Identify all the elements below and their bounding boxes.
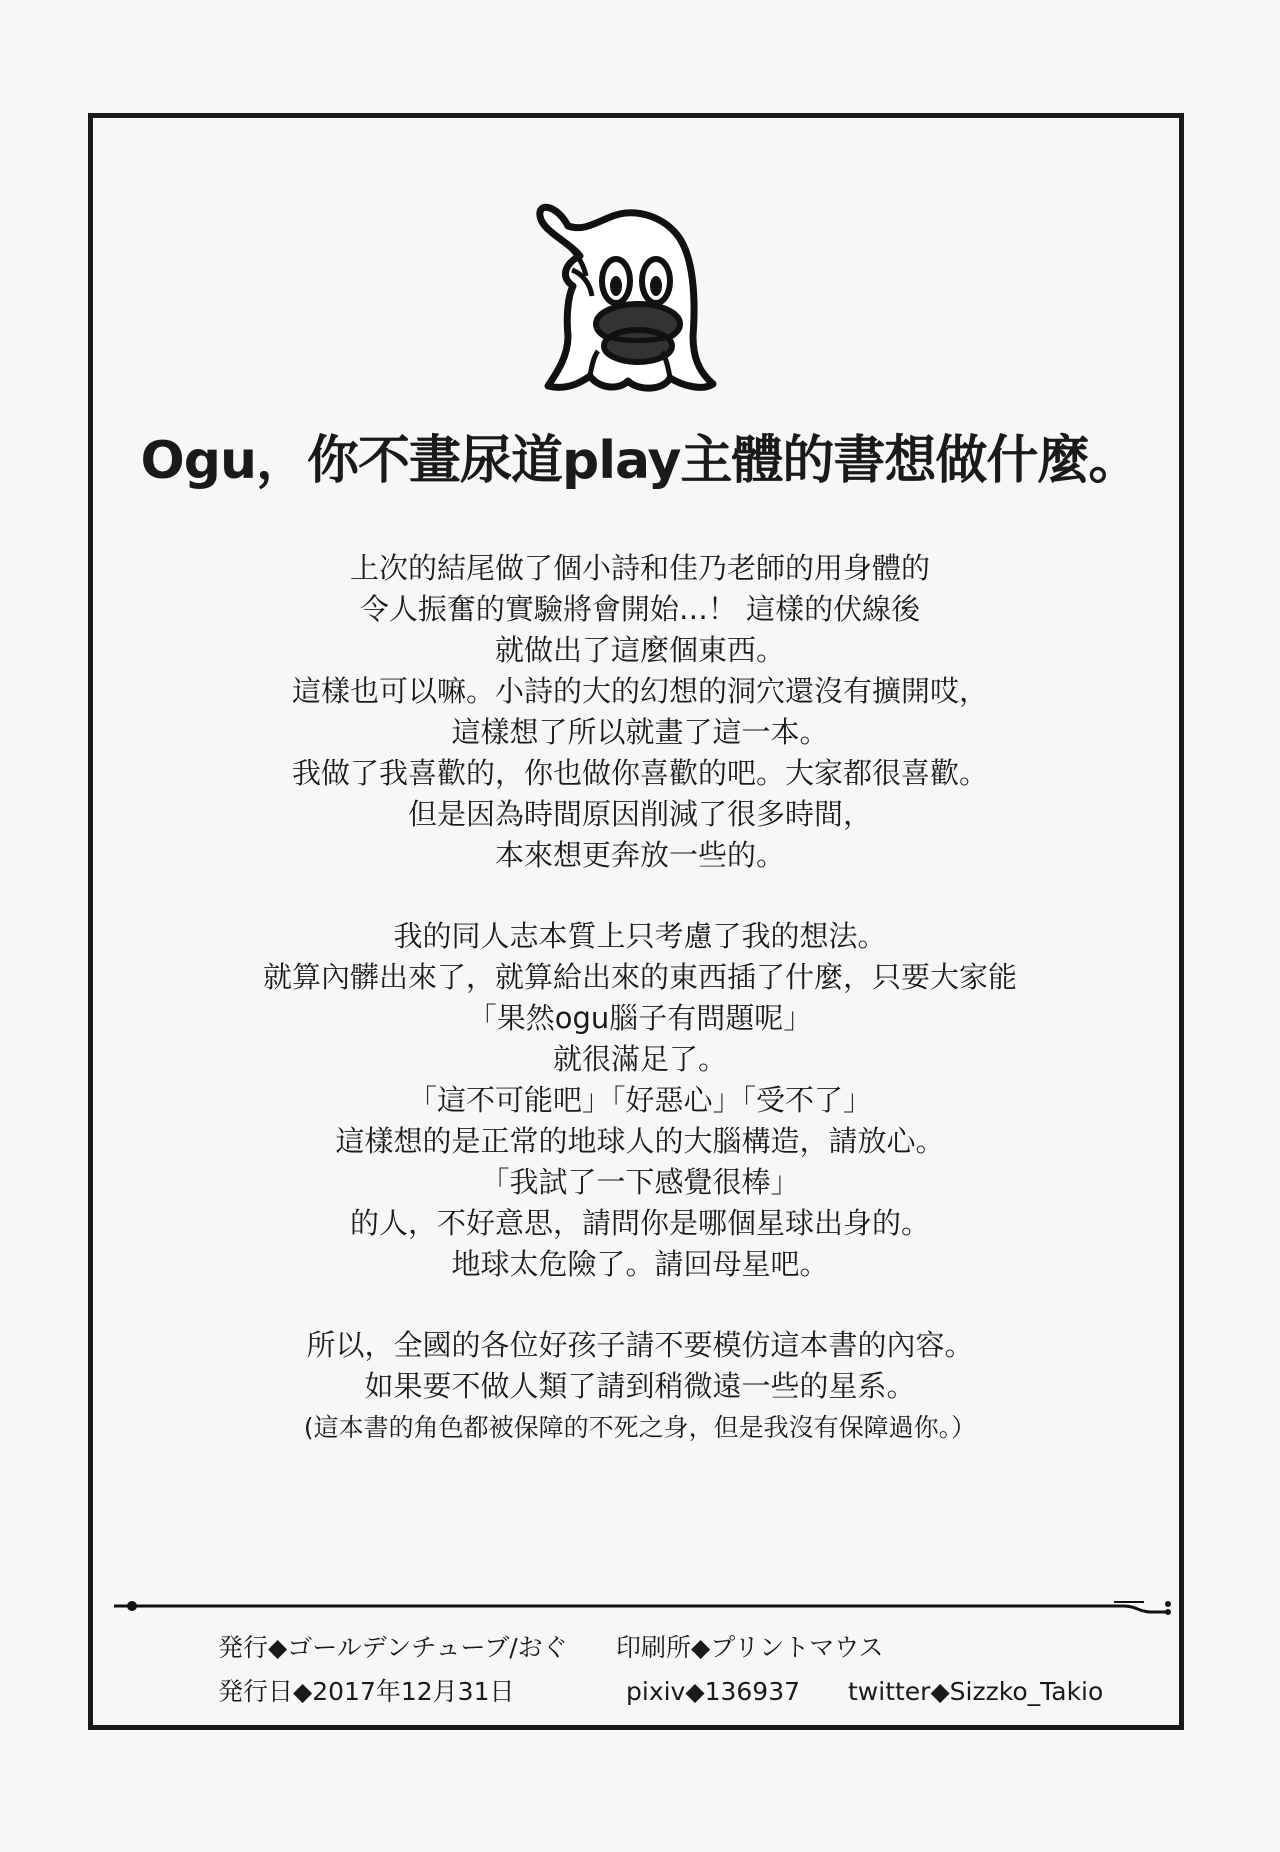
ornamental-divider bbox=[114, 1598, 1174, 1622]
colophon bbox=[218, 1626, 1148, 1714]
text-line: 如果要不做人類了請到稍微遠一些的星系。 bbox=[364, 1369, 916, 1403]
text-line: 我做了我喜歡的，你也做你喜歡的吧。大家都很喜歡。 bbox=[291, 756, 988, 790]
footnote: (這本書的角色都被保障的不死之身，但是我沒有保障過你。） bbox=[303, 1413, 977, 1442]
paragraph bbox=[150, 916, 1130, 1285]
ghost-duck-mascot-icon bbox=[528, 186, 728, 396]
afterword-body bbox=[150, 548, 1130, 1488]
text-line: 就算內髒出來了，就算給出來的東西插了什麼，只要大家能 bbox=[262, 960, 1017, 994]
twitter-handle: twitter◆Sizzko_Takio bbox=[848, 1677, 1104, 1706]
text-line: 令人振奮的實驗將會開始…！ 這樣的伏線後 bbox=[359, 592, 921, 626]
colophon-row bbox=[218, 1626, 1148, 1670]
text-line: 所以，全國的各位好孩子請不要模仿這本書的內容。 bbox=[306, 1328, 974, 1362]
text-line: 我的同人志本質上只考慮了我的想法。 bbox=[393, 919, 887, 953]
text-line: 這樣想的是正常的地球人的大腦構造，請放心。 bbox=[335, 1124, 945, 1158]
text-line: 「我試了一下感覺很棒」 bbox=[480, 1165, 800, 1199]
text-line: 本來想更奔放一些的。 bbox=[494, 838, 785, 872]
publisher: 発行◆ゴールデンチューブ/おぐ bbox=[218, 1633, 568, 1662]
text-line: 就做出了這麼個東西。 bbox=[494, 633, 785, 667]
text-line: 上次的結尾做了個小詩和佳乃老師的用身體的 bbox=[349, 551, 930, 585]
text-line: 的人，不好意思，請問你是哪個星球出身的。 bbox=[349, 1206, 930, 1240]
text-line: 「這不可能吧」「好惡心」「受不了」 bbox=[407, 1083, 872, 1117]
paragraph bbox=[150, 548, 1130, 876]
printer: 印刷所◆プリントマウス bbox=[616, 1633, 884, 1662]
page-title: Ogu，你不畫尿道play主體的書想做什麼。 bbox=[140, 431, 1140, 491]
text-line: 這樣也可以嘛。小詩的大的幻想的洞穴還沒有擴開哎， bbox=[291, 674, 988, 708]
paragraph bbox=[150, 1325, 1130, 1448]
text-line: 「果然ogu腦子有問題呢」 bbox=[467, 1001, 813, 1035]
publish-date: 発行日◆2017年12月31日 bbox=[218, 1677, 515, 1706]
text-line: 這樣想了所以就畫了這一本。 bbox=[451, 715, 829, 749]
pixiv-id: pixiv◆136937 bbox=[626, 1677, 801, 1706]
text-line: 地球太危險了。請回母星吧。 bbox=[451, 1247, 829, 1281]
text-line: 但是因為時間原因削減了很多時間， bbox=[407, 797, 872, 831]
text-line: 就很滿足了。 bbox=[552, 1042, 727, 1076]
colophon-row bbox=[218, 1670, 1148, 1714]
